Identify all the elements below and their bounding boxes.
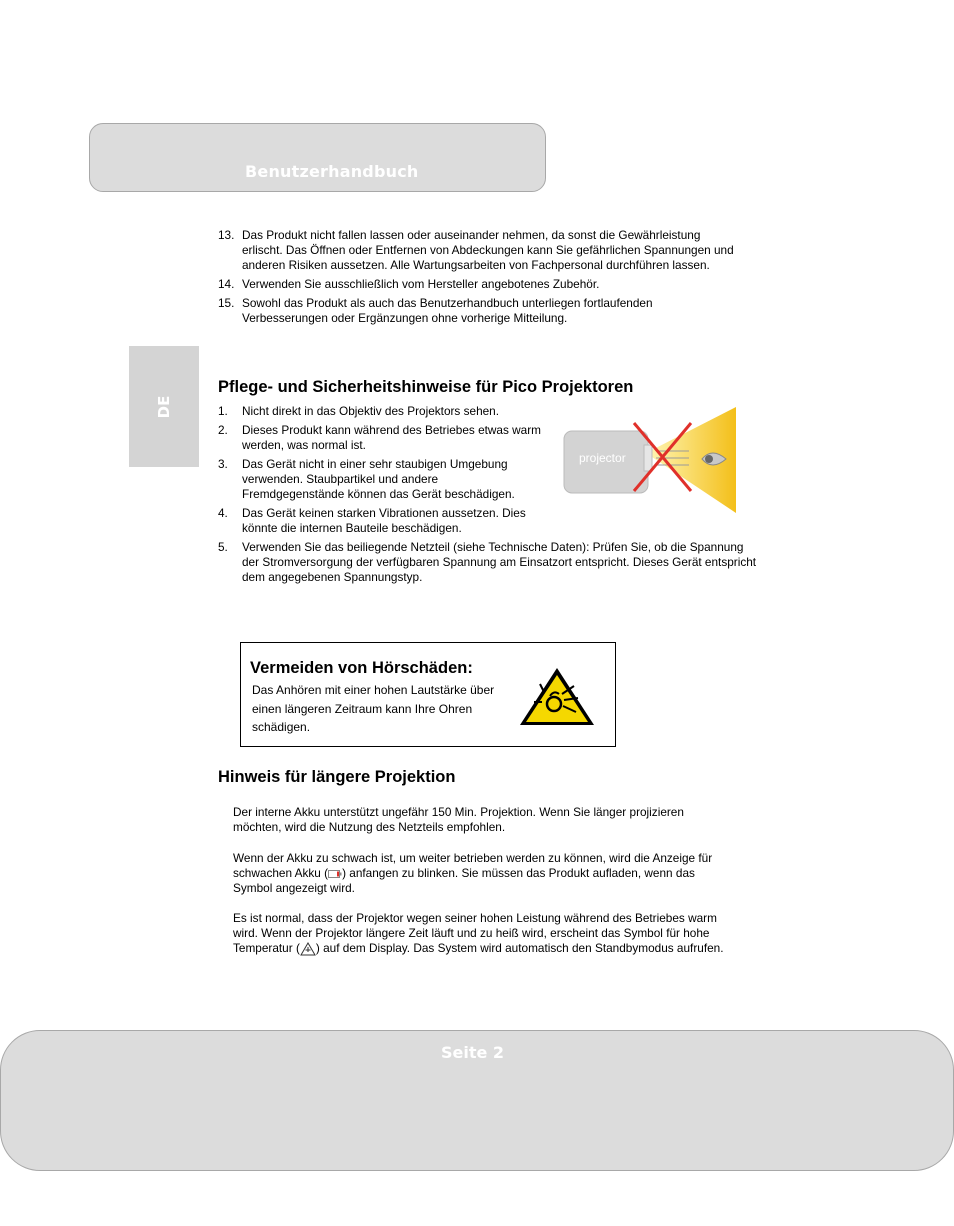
list-text: Das Produkt nicht fallen lassen oder auseinander nehmen, da sonst die Gewährleistung erlischt. Das Öffnen oder Entfernen von Abdeckungen kann Sie gefährlichen Spannungen und anderen Risiken aussetzen. Alle Wartungsarbeiten von Fachpersonal durchführen lassen.: [242, 228, 734, 272]
paragraph-high-temperature: [233, 911, 733, 956]
list-number: 1.: [218, 404, 228, 418]
paragraph-text: ) anfangen zu blinken. Sie müssen das Produkt aufladen, wenn das Symbol angezeigt wird.: [233, 866, 695, 895]
list-item: [218, 457, 517, 502]
footer-bar: [0, 1030, 954, 1171]
list-number: 13.: [218, 228, 235, 242]
paragraph-battery-time: Der interne Akku unterstützt ungefähr 150 Min. Projektion. Wenn Sie länger projizieren möchten, wird die Nutzung des Netzteils empfohlen.: [233, 805, 684, 834]
list-text: Das Gerät nicht in einer sehr staubigen Umgebung verwenden. Staubpartikel und andere Fremdgegenstände können das Gerät beschädigen.: [242, 457, 515, 501]
warning-text: Das Anhören mit einer hohen Lautstärke über einen längeren Zeitraum kann Ihre Ohren schädigen.: [252, 683, 495, 734]
list-text: Sowohl das Produkt als auch das Benutzerhandbuch unterliegen fortlaufenden Verbesserungen oder Ergänzungen ohne vorherige Mitteilung.: [242, 296, 653, 325]
projector-diagram: [556, 405, 736, 513]
list-item: [218, 540, 762, 585]
list-number: 15.: [218, 296, 235, 310]
projector-label: projector: [579, 451, 626, 465]
low-battery-icon: [328, 870, 342, 878]
language-tab: [129, 346, 199, 467]
list-item: [218, 404, 552, 419]
list-item: [218, 277, 738, 292]
list-item: [218, 506, 552, 536]
list-text: Verwenden Sie das beiliegende Netzteil (siehe Technische Daten): Prüfen Sie, ob die Spannung der Stromversorgung der verfügbaren Spannung am Einsatzort entspricht. Dieses Gerät entspricht dem angegebenen Spannungstyp.: [242, 540, 757, 584]
page-number: Seite 2: [441, 1043, 505, 1062]
paragraph-text: ) auf dem Display. Das System wird automatisch den Standbymodus aufrufen.: [315, 941, 724, 955]
list-number: 14.: [218, 277, 235, 291]
paragraph-text: Wenn der Akku zu schwach ist, um weiter betrieben werden zu können, wird die Anzeige für schwachen Akku (: [233, 851, 713, 880]
list-number: 2.: [218, 423, 228, 437]
paragraph-text: Es ist normal, dass der Projektor wegen seiner hohen Leistung während des Betriebes warm wird. Wenn der Projektor längere Zeit läuft und zu heiß wird, erscheint das Symbol für hohe Temperatur (: [233, 911, 717, 955]
list-item: [218, 296, 738, 326]
list-text: Verwenden Sie ausschließlich vom Hersteller angebotenes Zubehör.: [242, 277, 600, 291]
hearing-damage-warning-icon: [518, 666, 596, 728]
list-continued: [218, 228, 738, 330]
header-tab: [89, 123, 546, 192]
hearing-warning-box: [240, 642, 616, 747]
list-number: 4.: [218, 506, 228, 520]
list-item: [218, 423, 552, 453]
header-title: Benutzerhandbuch: [245, 162, 419, 181]
list-number: 5.: [218, 540, 228, 554]
paragraph-low-battery: [233, 851, 733, 896]
section-heading-care: Pflege- und Sicherheitshinweise für Pico Projektoren: [218, 378, 634, 396]
list-text: Nicht direkt in das Objektiv des Projektors sehen.: [242, 404, 500, 418]
language-label: DE: [155, 395, 173, 418]
high-temperature-icon: [300, 942, 316, 956]
section-heading-projection: Hinweis für längere Projektion: [218, 768, 456, 786]
list-item: [218, 228, 738, 273]
warning-title: Vermeiden von Hörschäden:: [250, 659, 473, 677]
list-text: Dieses Produkt kann während des Betriebes etwas warm werden, was normal ist.: [242, 423, 542, 452]
list-text: Das Gerät keinen starken Vibrationen aussetzen. Dies könnte die internen Bauteile beschädigen.: [242, 506, 526, 535]
list-number: 3.: [218, 457, 228, 471]
